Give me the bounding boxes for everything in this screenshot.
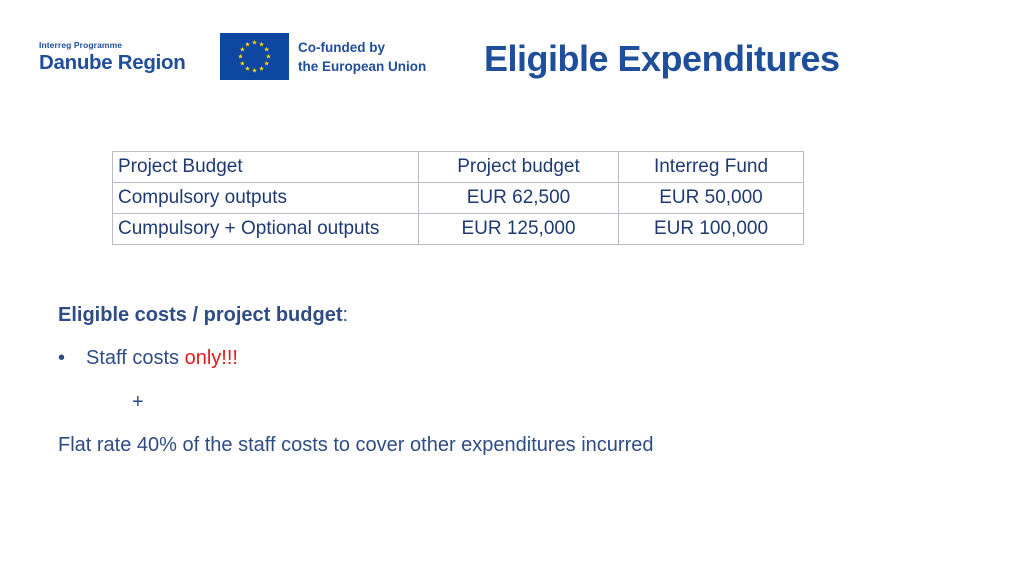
budget-table [112, 151, 804, 245]
bullet-item [58, 347, 238, 370]
table-header-row [113, 152, 804, 183]
bullet-text: Staff costs [86, 347, 185, 369]
table-cell: Compulsory outputs [113, 183, 419, 214]
page-title: Eligible Expenditures [484, 38, 840, 79]
bullet-icon: • [58, 347, 66, 369]
cofunded-line-1: Co-funded by [298, 40, 385, 55]
eu-star-icon [238, 54, 243, 59]
table-cell: EUR 50,000 [619, 183, 804, 214]
programme-label: Interreg Programme [39, 40, 123, 50]
eu-star-icon [240, 47, 245, 52]
table-header-cell: Project budget [419, 152, 619, 183]
eu-star-icon [259, 66, 264, 71]
eu-star-icon [264, 47, 269, 52]
table-cell: EUR 100,000 [619, 214, 804, 245]
eu-star-icon [240, 61, 245, 66]
table-header-cell: Interreg Fund [619, 152, 804, 183]
eu-star-icon [266, 54, 271, 59]
programme-name: Danube Region [39, 51, 186, 74]
eu-flag-icon [220, 33, 289, 80]
table-row [113, 183, 804, 214]
table-cell: EUR 62,500 [419, 183, 619, 214]
eu-star-icon [245, 42, 250, 47]
table-header-cell: Project Budget [113, 152, 419, 183]
cofunded-line-2: the European Union [298, 59, 427, 74]
heading-bold-text: Eligible costs / project budget [58, 304, 343, 326]
eu-star-icon [252, 68, 257, 73]
table-cell: Cumpulsory + Optional outputs [113, 214, 419, 245]
table-cell: EUR 125,000 [419, 214, 619, 245]
interreg-logo [39, 40, 185, 74]
bullet-emphasis: only!!! [184, 347, 238, 369]
eu-star-icon [245, 66, 250, 71]
eligible-costs-heading [58, 304, 348, 327]
eu-star-icon [259, 42, 264, 47]
table-row [113, 214, 804, 245]
heading-colon: : [342, 304, 349, 326]
eu-star-icon [264, 61, 269, 66]
flat-rate-text: Flat rate 40% of the staff costs to cover other expenditures incurred [58, 434, 654, 456]
eu-cofunded-label [298, 38, 426, 76]
plus-sign: + [132, 391, 144, 413]
eu-star-icon [252, 40, 257, 45]
